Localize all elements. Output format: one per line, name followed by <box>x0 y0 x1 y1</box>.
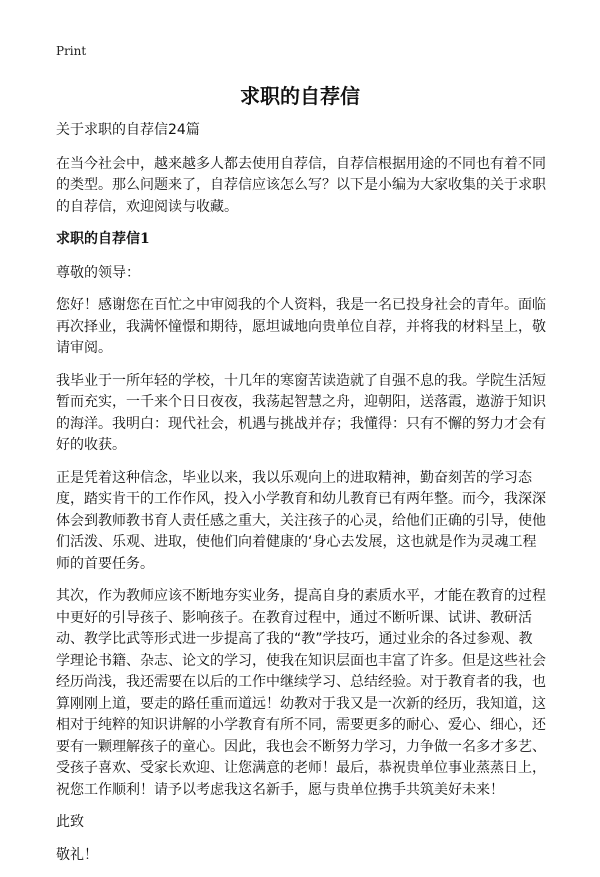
regards-line: 敬礼！ <box>56 846 98 863</box>
intro-paragraph: 在当今社会中，越来越多人都去使用自荐信，自荐信根据用途的不同也有着不同的类型。那么问题来了，自荐信应该怎么写？以下是小编为大家收集的关于求职的自荐信，欢迎阅读与收藏。 <box>56 155 546 215</box>
print-link[interactable]: Print <box>56 44 87 58</box>
page-title: 求职的自荐信 <box>240 84 360 108</box>
body-paragraph: 您好！感谢您在百忙之中审阅我的个人资料，我是一名已投身社会的青年。面临再次择业，我满怀憧憬和期待，愿坦诚地向贵单位自荐，并将我的材料呈上，敬请审阅。 <box>56 297 546 356</box>
body-paragraph: 正是凭着这种信念，毕业以来，我以乐观向上的进取精神，勤奋刻苦的学习态度，踏实肯干的工作作风，投入小学教育和幼儿教育已有两年整。而今，我深深体会到教师教书育人责任感之重大，关注孩子的心灵，给他们正确的引导，使他们活泼、乐观、进取，使他们向着健康的‘身心去发展，这也就是作为灵魂工程师的首要任务。 <box>56 469 546 572</box>
closing-line: 此致 <box>56 814 84 830</box>
document-subtitle: 关于求职的自荐信24篇 <box>56 122 200 138</box>
document-content <box>56 120 546 877</box>
body-paragraph: 我毕业于一所年轻的学校，十几年的寒窗苦读造就了自强不息的我。学院生活短暂而充实，一千来个日日夜夜，我荡起智慧之舟，迎朝阳，送落霞，遨游于知识的海洋。我明白：现代社会，机遇与挑战并存；我懂得：只有不懈的努力才会有好的收获。 <box>56 372 546 453</box>
section-heading: 求职的自荐信1 <box>56 231 150 247</box>
body-paragraph: 其次，作为教师应该不断地夯实业务，提高自身的素质水平，才能在教育的过程中更好的引导孩子、影响孩子。在教育过程中，通过不断听课、试讲、教研活动、教学比武等形式进一步提高了我的“教”学技巧，通过业余的各过参观、教学理论书籍、杂志、论文的学习，使我在知识层面也丰富了许多。但是这些社会经历尚浅，我还需要在以后的工作中继续学习、总结经验。对于教育者的我，也算刚刚上道，要走的路任重而道远！幼教对于我又是一次新的经历，我知道，这相对于纯粹的知识讲解的小学教育有所不同，需要更多的耐心、爱心、细心，还要有一颗理解孩子的童心。因此，我也会不断努力学习，力争做一名多才多艺、受孩子喜欢、受家长欢迎、让您满意的老师！最后，恭祝贵单位事业蒸蒸日上，祝您工作顺利！请予以考虑我这名新手，愿与贵单位携手共筑美好未来！ <box>56 588 546 798</box>
salutation: 尊敬的领导： <box>56 264 140 281</box>
